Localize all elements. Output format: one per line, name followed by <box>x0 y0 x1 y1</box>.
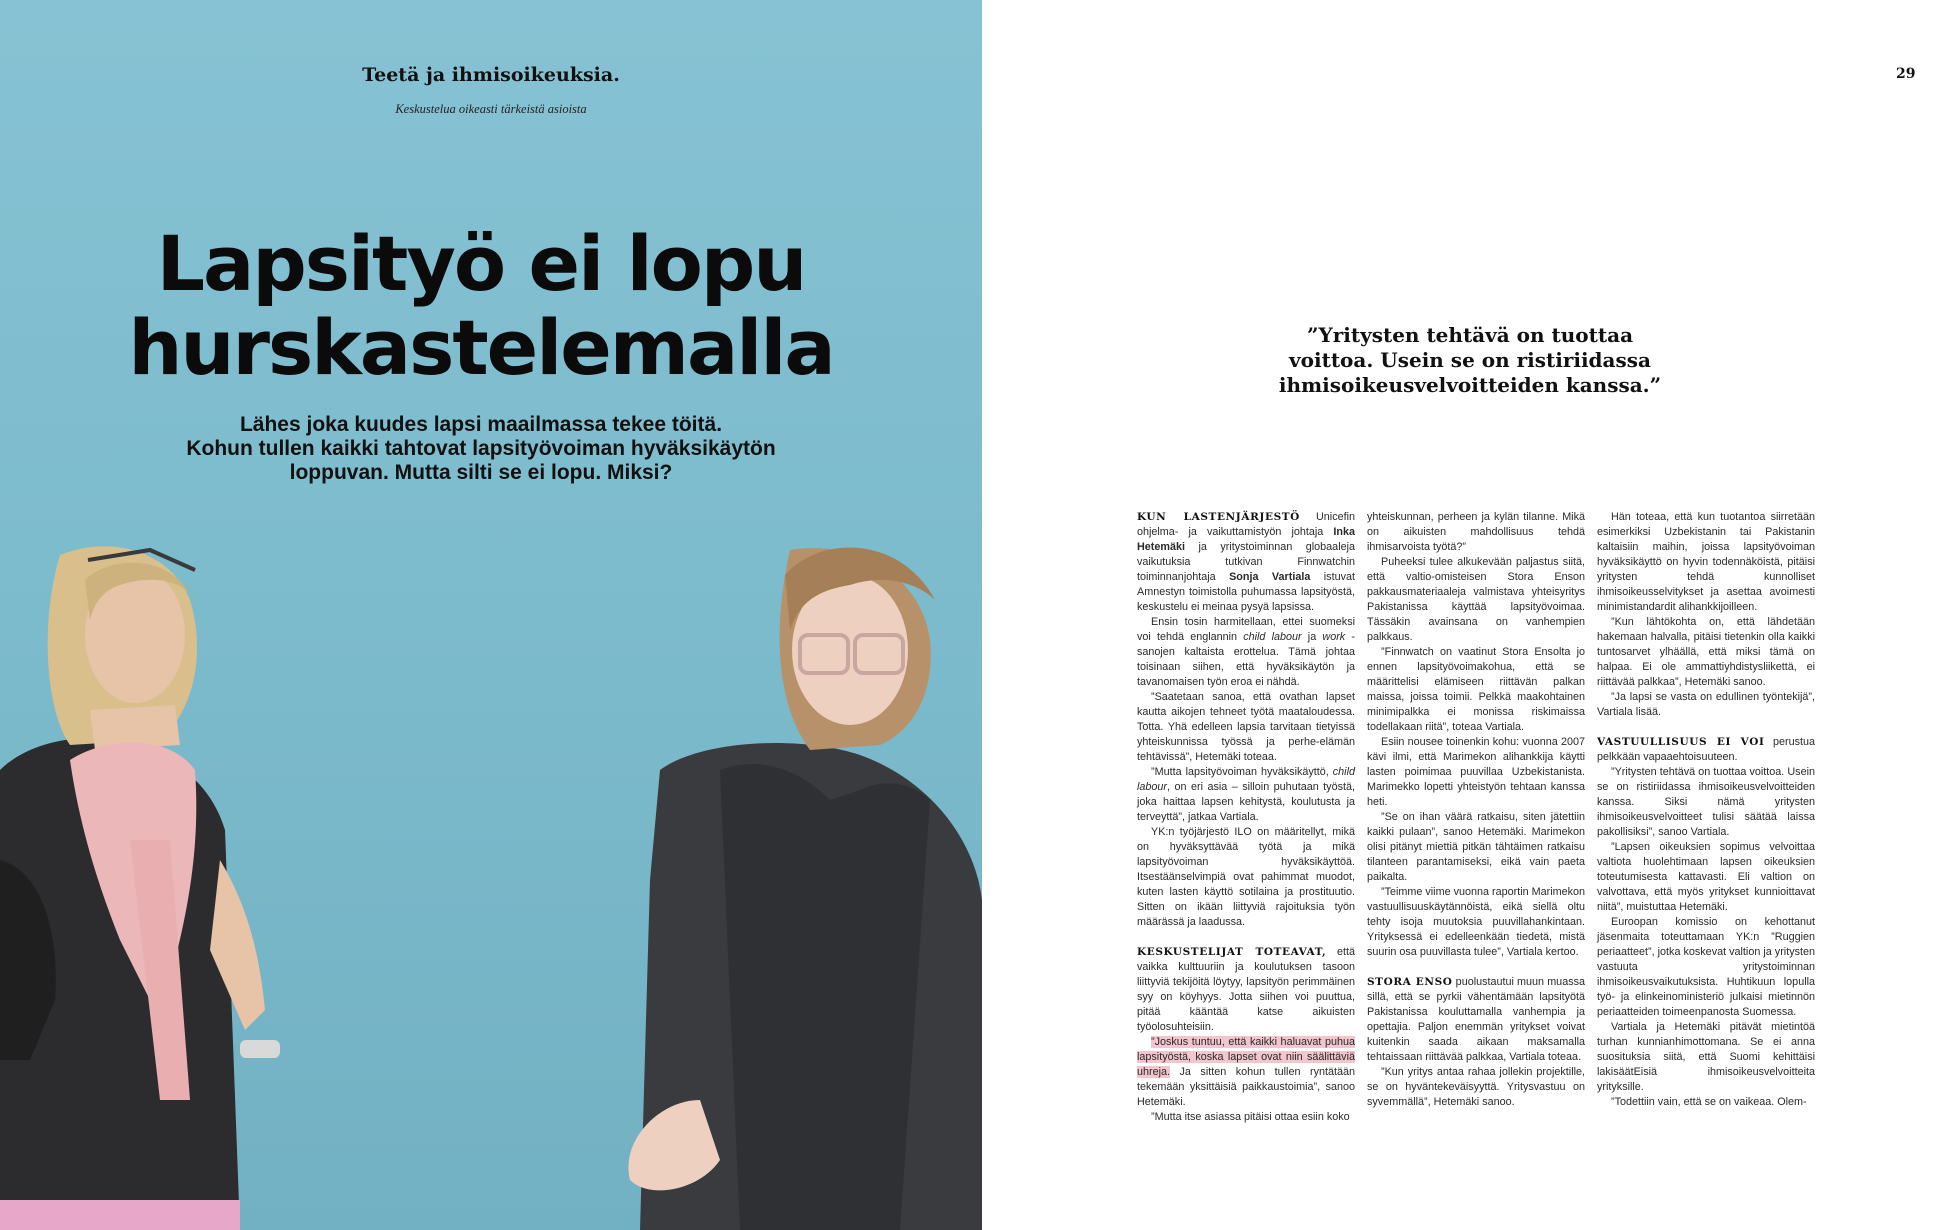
paragraph: ”Mutta itse asiassa pitäisi ottaa esiin koko <box>1151 1111 1350 1123</box>
article-lead <box>0 413 962 485</box>
pull-quote-line-3: ihmisoikeusvelvoitteiden kanssa.” <box>1278 373 1662 397</box>
highlighted-text: ”Joskus tuntuu, että kaikki haluavat puhua lapsityöstä, koska lapset ovat niin säälittäviä uhreja. <box>1137 1036 1355 1078</box>
text-run: istuvat Amnestyn toimistolla puhumassa lapsityöstä, keskustelu ei meinaa pysyä lapsissa. <box>1137 571 1355 613</box>
paragraph: ”Teimme viime vuonna raportin Marimekon vastuullisuuskäytännöistä, eikä siellä oltu tehty isoja muutoksia puuvillahankintaan. Yrityksessä ei edelleenkään tiedetä, mistä suurin osa puuvillasta tulee”, Vartiala kertoo. <box>1367 886 1586 958</box>
text-column-1 <box>1137 510 1355 1125</box>
headline-line-1: Lapsityö ei lopu <box>156 219 806 308</box>
paragraph: ”Finnwatch on vaatinut Stora Ensolta jo ennen lapsityövoimakohua, että se määrittelisi elämiseen riittävän palkan maissa, joissa toimii. Pelkkä maakohtainen minimipalkka ei monissa riskimaissa todellakaan riitä”, toteaa Vartiala. <box>1367 646 1585 733</box>
lead-line-1: Lähes joka kuudes lapsi maailmassa tekee töitä. <box>239 413 723 436</box>
text-run: ja yritystoiminnan globaaleja vaikutuksia tutkivan Finnwatchin toiminnanjohtaja <box>1137 541 1355 583</box>
text-run: ”Mutta lapsityövoiman hyväksikäyttö, <box>1151 766 1333 778</box>
paragraph-lead-in: VASTUULLISUUS EI VOI <box>1597 736 1765 748</box>
paragraph <box>1137 1035 1355 1110</box>
text-run: perustua pelkkään vapaaehtoisuuteen. <box>1597 736 1815 763</box>
article-headline <box>0 219 962 392</box>
text-run: että vaikka kulttuuriin ja koulutuksen tasoon liittyviä tekijöitä löytyy, lapsityön perimmäinen syy on köyhyys. Jotta siihen voi puuttua, pitää kääntää katse aikuisten työolosuhteisiin. <box>1137 946 1355 1033</box>
lead-line-3: loppuvan. Mutta silti se ei lopu. Miksi? <box>289 461 673 484</box>
italic-term: child labour <box>1137 766 1355 793</box>
text-column-2 <box>1367 510 1585 1110</box>
italic-term: work <box>1322 631 1346 643</box>
person-name: Inka Hetemäki <box>1137 526 1355 553</box>
paragraph-lead-in: STORA ENSO <box>1367 976 1453 988</box>
text-run: , on eri asia – silloin puhutaan työstä, joka haittaa lapsen kehitystä, koulutusta ja terveyttä”, jatkaa Vartiala. <box>1137 781 1355 823</box>
lead-line-2: Kohun tullen kaikki tahtovat lapsityövoiman hyväksikäytön <box>186 437 776 460</box>
person-name: Sonja Vartiala <box>1229 571 1311 583</box>
text-run: -sanojen kaltaista erottelua. Tämä johtaa toisinaan siihen, että hyväksikäytön ja tavanomaisen työn eroa ei nähdä. <box>1137 631 1355 688</box>
paragraph: YK:n työjärjestö ILO on määritellyt, mikä on hyväksyttävää työtä ja mikä lapsityövoiman hyväksikäyttöä. Itsestäänselvimpiä ovat pahimmat muodot, kuten lasten käyttö sotilaina ja prostituutio. Sitten on ikään liittyviä rajoituksia työn määrässä ja laadussa. <box>1137 826 1355 928</box>
paragraph: Puheeksi tulee alkukevään paljastus siitä, että valtio-omisteisen Stora Enson pakkausmateriaaleja valmistava yhteisyritys Pakistanissa käyttää lapsityövoimaa. Tässäkin avainsana on vanhempien palkkaus. <box>1367 556 1585 643</box>
italic-term: child labour <box>1243 631 1302 643</box>
paragraph: ”Se on ihan väärä ratkaisu, siten jätettiin kaikki pulaan”, sanoo Hetemäki. Marimekon olisi pitänyt miettiä pitkän tähtäimen ratkaisu tilanteen parantamiseksi, eikä vain paeta paikalta. <box>1367 811 1585 883</box>
paragraph: Hän toteaa, että kun tuotantoa siirretään esimerkiksi Uzbekistanin tai Pakistanin kaltaisiin maihin, joissa lapsityövoiman hyväksikäyttö on hyvin todennäköistä, pitäisi yritysten tehdä kunnolliset ihmisoikeusselvitykset ja asettaa avoimesti minimistandardit alihankkijoilleen. <box>1597 511 1815 613</box>
woman-right-figure <box>628 548 982 1230</box>
paragraph: ”Kun yritys antaa rahaa jollekin projektille, se on hyväntekeväisyyttä. Yritysvastuu on syvemmällä”, Hetemäki sanoo. <box>1367 1066 1585 1108</box>
headline-line-2: hurskastelemalla <box>128 303 834 392</box>
pull-quote <box>1240 323 1700 398</box>
text-run: Unicefin ohjelma- ja vaikuttamistyön johtaja <box>1137 511 1355 538</box>
paragraph <box>1137 945 1355 1035</box>
paragraph: ”Lapsen oikeuksien sopimus velvoittaa valtiota huolehtimaan lapsen oikeuksien toteutumisesta kattavasti. Eli valtion on valvottava, että myös yritykset kunnioittavat niitä”, muistuttaa Hetemäki. <box>1597 841 1815 913</box>
pull-quote-line-1: ”Yritysten tehtävä on tuottaa <box>1306 323 1634 347</box>
text-run: ja <box>1301 631 1323 643</box>
paragraph-lead-in: KUN LASTENJÄRJESTÖ <box>1137 511 1300 523</box>
paragraph: yhteiskunnan, perheen ja kylän tilanne. Mikä on aikuisten mahdollisuus tehdä ihmisarvoista työtä?” <box>1367 511 1585 553</box>
photo-two-women <box>0 540 982 1230</box>
text-run: puolustautui muun muassa sillä, että se pyrkii vähentämään lapsityötä Pakistanissa kouluttamalla vanhempia ja opettajia. Paljon enemmän yritykset voivat kuitenkin saada aikaan maksamalla tehtaissaan riittävää palkkaa, Vartiala toteaa. <box>1367 976 1585 1063</box>
paragraph: Esiin nousee toinenkin kohu: vuonna 2007 kävi ilmi, että Marimekon alihankkija käytti lasten poimimaa puuvillaa Uzbekistanista. Marimekko lopetti yhteistyön tehtaan kanssa heti. <box>1367 736 1585 808</box>
paragraph <box>1367 975 1585 1065</box>
paragraph: ”Kun lähtökohta on, että lähdetään hakemaan halvalla, pitäisi tietenkin olla kaikki tuntosarvet ylhäällä, että miksi tämä on halpaa. Ei ole ammattiyhdistysliikettä, ei riittävää palkkaa”, Hetemäki sanoo. <box>1597 616 1815 688</box>
pull-quote-line-2: voittoa. Usein se on ristiriidassa <box>1289 348 1651 372</box>
paragraph: Vartiala ja Hetemäki pitävät mietintöä turhan kunnianhimottomana. Se ei anna suosituksia siitä, että Suomi kehittäisi lakisäätEisiä ihmisoikeusvelvoitteita yrityksille. <box>1597 1021 1815 1093</box>
paragraph <box>1137 615 1355 690</box>
section-kicker-subtitle: Keskustelua oikeasti tärkeistä asioista <box>395 102 587 116</box>
paragraph-lead-in: KESKUSTELIJAT TOTEAVAT, <box>1137 946 1327 958</box>
paragraph: Euroopan komissio on kehottanut jäsenmaita toteuttamaan YK:n ”Ruggien periaatteet”, jotka koskevat valtion ja yritysten vastuuta yritystoiminnan ihmisoikeusvaikutuksista. Huhtikuun lopulla työ- ja elinkeinoministeriö julkaisi mietinnön periaatteiden toimeenpanosta Suomessa. <box>1597 916 1815 1018</box>
page-number: 29 <box>1896 66 1916 82</box>
paragraph <box>1597 735 1815 765</box>
text-run: Ja sitten kohun tullen ryntätään tekemään yksittäisiä paikkaustoimia”, sanoo Hetemäki. <box>1137 1066 1355 1108</box>
section-kicker: Teetä ja ihmisoikeuksia. <box>362 64 620 86</box>
text-run: Ensin tosin harmitellaan, ettei suomeksi voi tehdä englannin <box>1137 616 1355 643</box>
text-column-3 <box>1597 510 1815 1110</box>
paragraph: ”Saatetaan sanoa, että ovathan lapset kautta aikojen tehneet työtä maataloudessa. Totta. Yhä edelleen lapsia tarvitaan tietyissä yhteiskunnissa työssä ja perhe-elämän tehtävissä”, Hetemäki toteaa. <box>1137 691 1355 763</box>
paragraph: ”Ja lapsi se vasta on edullinen työntekijä”, Vartiala lisää. <box>1597 691 1815 718</box>
paragraph <box>1137 510 1355 615</box>
paragraph: ”Yritysten tehtävä on tuottaa voittoa. Usein se on ristiriidassa ihmisoikeusvelvoitteiden kanssa. Siksi nämä yritysten ihmisoikeusvelvoitteet tulisi säätää laissa pakollisiksi”, sanoo Vartiala. <box>1597 766 1815 838</box>
woman-left-figure <box>0 546 280 1230</box>
paragraph: ”Todettiin vain, että se on vaikeaa. Olem- <box>1611 1096 1807 1108</box>
paragraph <box>1137 765 1355 825</box>
